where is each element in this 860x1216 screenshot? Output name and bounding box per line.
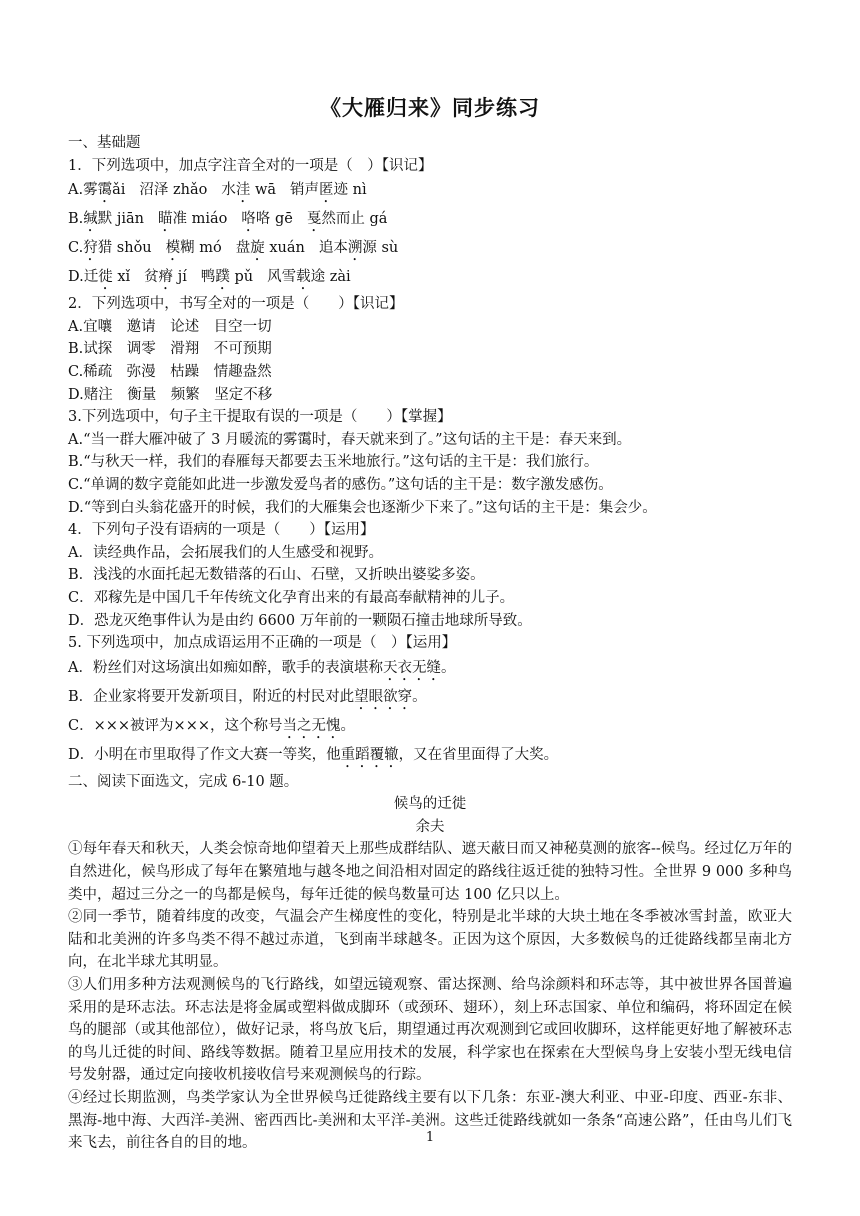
emphasis-dot-char: 缄 — [83, 211, 98, 228]
q5-b-idiom: 望眼欲穿 — [354, 688, 413, 705]
q4-option-c: C．邓稼先是中国几千年传统文化孕育出来的有最高奉献精神的儿子。 — [68, 589, 515, 606]
q3-option-d: D.“等到白头翁花盛开的时候，我们的大雁集会也逐渐少下来了。”这句话的主干是：集会少。 — [68, 499, 657, 516]
q5-b-text: B．企业家将要开发新项目，附近的村民对此 — [68, 688, 355, 705]
emphasis-dot-char: 溯 — [347, 240, 363, 257]
q5-d-text: D．小明在市里取得了作文大赛一等奖，他 — [68, 746, 341, 763]
page-number: 1 — [425, 1130, 435, 1145]
q5-a-idiom: 天衣无缝 — [382, 659, 441, 676]
q2-option-a: A.宜嚷 邀请 论述 目空一切 — [68, 318, 272, 335]
article-paragraph-1: ①每年春天和秋天，人类会惊奇地仰望着天上那些成群结队、遮天蔽日而又神秘莫测的旅客--候鸟。经过亿万年的自然进化，候鸟形成了每年在繁殖地与越冬地之间沿相对固定的路线往返迁徙的独特习性。全世界 9 000 多种鸟类中，超过三分之一的鸟都是候鸟，每年迁徙的候鸟数量可达 100 亿只以上。 — [68, 841, 792, 903]
q1-option-d: D.迁徙 xǐ 贫瘠 jí 鸭蹼 pǔ 风雪载途 zài — [68, 269, 351, 286]
emphasis-dot-char: 咯 — [241, 211, 256, 228]
article-author: 余夫 — [415, 818, 445, 835]
emphasis-dot-char: 旋 — [250, 240, 265, 257]
question-2-stem: 2．下列选项中，书写全对的一项是（ ）【识记】 — [68, 296, 404, 313]
emphasis-dot-char: 洼 — [235, 182, 251, 199]
q5-option-c — [68, 713, 792, 742]
q5-option-a — [68, 655, 792, 684]
q2-option-d: D.赌注 衡量 频繁 坚定不移 — [68, 386, 273, 403]
q5-c-tail: 。 — [340, 717, 355, 734]
q3-option-c: C.“单调的数字竟能如此进一步激发爱鸟者的感伤。”这句话的主干是：数字激发感伤。 — [68, 476, 613, 493]
emphasis-dot-char: 匿 — [319, 182, 334, 199]
emphasis-dot-char: 瞄 — [158, 211, 173, 228]
q3-option-a: A.“当一群大雁冲破了 3 月暖流的雾霭时，春天就来到了。”这句话的主干是：春天来到。 — [68, 431, 632, 448]
q4-option-d: D．恐龙灭绝事件认为是由约 6600 万年前的一颗陨石撞击地球所导致。 — [68, 612, 532, 629]
q1-option-b: B.缄默 jiān 瞄准 miáo 咯咯 gē 戛然而止 gá — [68, 211, 388, 228]
q5-c-text: C．×××被评为×××，这个称号 — [68, 717, 283, 734]
article-paragraph-2: ②同一季节，随着纬度的改变，气温会产生梯度性的变化，特别是北半球的大块土地在冬季被冰雪封盖，欧亚大陆和北美洲的许多鸟类不得不越过赤道，飞到南半球越冬。正因为这个原因，大多数候鸟的迁徙路线都呈南北方向，在北半球尤其明显。 — [68, 909, 792, 971]
emphasis-dot-char: 徙 — [98, 269, 113, 286]
section-heading-basic: 一、基础题 — [68, 135, 141, 151]
question-1-stem: 1．下列选项中，加点字注音全对的一项是（ ）【识记】 — [68, 157, 433, 174]
q3-option-b: B.“与秋天一样，我们的春雁每天都要去玉米地旅行。”这句话的主干是：我们旅行。 — [68, 454, 599, 471]
q5-a-tail: 。 — [440, 659, 456, 676]
emphasis-dot-char: 戛 — [306, 211, 322, 228]
q4-option-a: A．读经典作品，会拓展我们的人生感受和视野。 — [68, 544, 383, 561]
emphasis-dot-char: 瘠 — [158, 269, 174, 286]
emphasis-dot-char: 模 — [165, 240, 181, 257]
question-5-stem: 5. 下列选项中，加点成语运用不正确的一项是（ ）【运用】 — [68, 635, 457, 652]
q1-option-a: A.雾霭ǎi 沼泽 zhǎo 水洼 wā 销声匿迹 nì — [68, 182, 367, 199]
emphasis-dot-char: 狩 — [83, 240, 98, 257]
q1-option-c: C.狩猎 shǒu 模糊 mó 盘旋 xuán 追本溯源 sù — [68, 240, 399, 257]
article-paragraph-3: ③人们用多种方法观测候鸟的飞行路线，如望远镜观察、雷达探测、给鸟涂颜料和环志等，其中被世界各国普遍采用的是环志法。环志法是将金属或塑料做成脚环（或颈环、翅环），刻上环志国家、单位和编码，将环固定在候鸟的腿部（或其他部位），做好记录，将鸟放飞后，期望通过再次观测到它或回收脚环，这样能更好地了解被环志的鸟儿迁徙的时间、路线等数据。随着卫星应用技术的发展，科学家也在探索在大型候鸟身上安装小型无线电信号发射器，通过定向接收机接收信号来观测候鸟的行踪。 — [68, 977, 792, 1084]
q2-option-b: B.试探 调零 滑翔 不可预期 — [68, 341, 272, 358]
q5-d-idiom: 重蹈覆辙 — [340, 746, 399, 763]
q5-d-tail: ，又在省里面得了大奖。 — [398, 746, 559, 763]
q5-option-d — [68, 742, 792, 771]
page-title: 《大雁归来》同步练习 — [320, 96, 540, 120]
article-paragraph-4: ④经过长期监测，鸟类学家认为全世界候鸟迁徙路线主要有以下几条：东亚-澳大利亚、中亚-印度、西亚-东非、黑海-地中海、大西洋-美洲、密西西比-美洲和太平洋-美洲。这些迁徙路线就如一条条“高速公路”，任由鸟儿们飞来飞去，前往各自的目的地。 — [68, 1090, 792, 1152]
question-4-stem: 4．下列句子没有语病的一项是（ ）【运用】 — [68, 522, 375, 539]
q5-a-text: A．粉丝们对这场演出如痴如醉，歌手的表演堪称 — [68, 659, 383, 676]
article-title: 候鸟的迁徙 — [393, 796, 467, 813]
q5-option-b — [68, 684, 792, 713]
emphasis-dot-char: 载 — [296, 269, 311, 286]
section-heading-reading: 二、阅读下面选文，完成 6-10 题。 — [68, 773, 299, 790]
question-3-stem: 3.下列选项中，句子主干提取有误的一项是（ ）【掌握】 — [68, 409, 452, 426]
q5-b-tail: 。 — [412, 688, 427, 705]
q2-option-c: C.稀疏 弥漫 枯躁 情趣盎然 — [68, 363, 272, 380]
q5-c-idiom: 当之无愧 — [282, 717, 341, 734]
emphasis-dot-char: 霭 — [97, 182, 113, 199]
emphasis-dot-char: 蹼 — [215, 269, 230, 286]
q4-option-b: B．浅浅的水面托起无数错落的石山、石壁，又折映出婆娑多姿。 — [68, 567, 485, 584]
